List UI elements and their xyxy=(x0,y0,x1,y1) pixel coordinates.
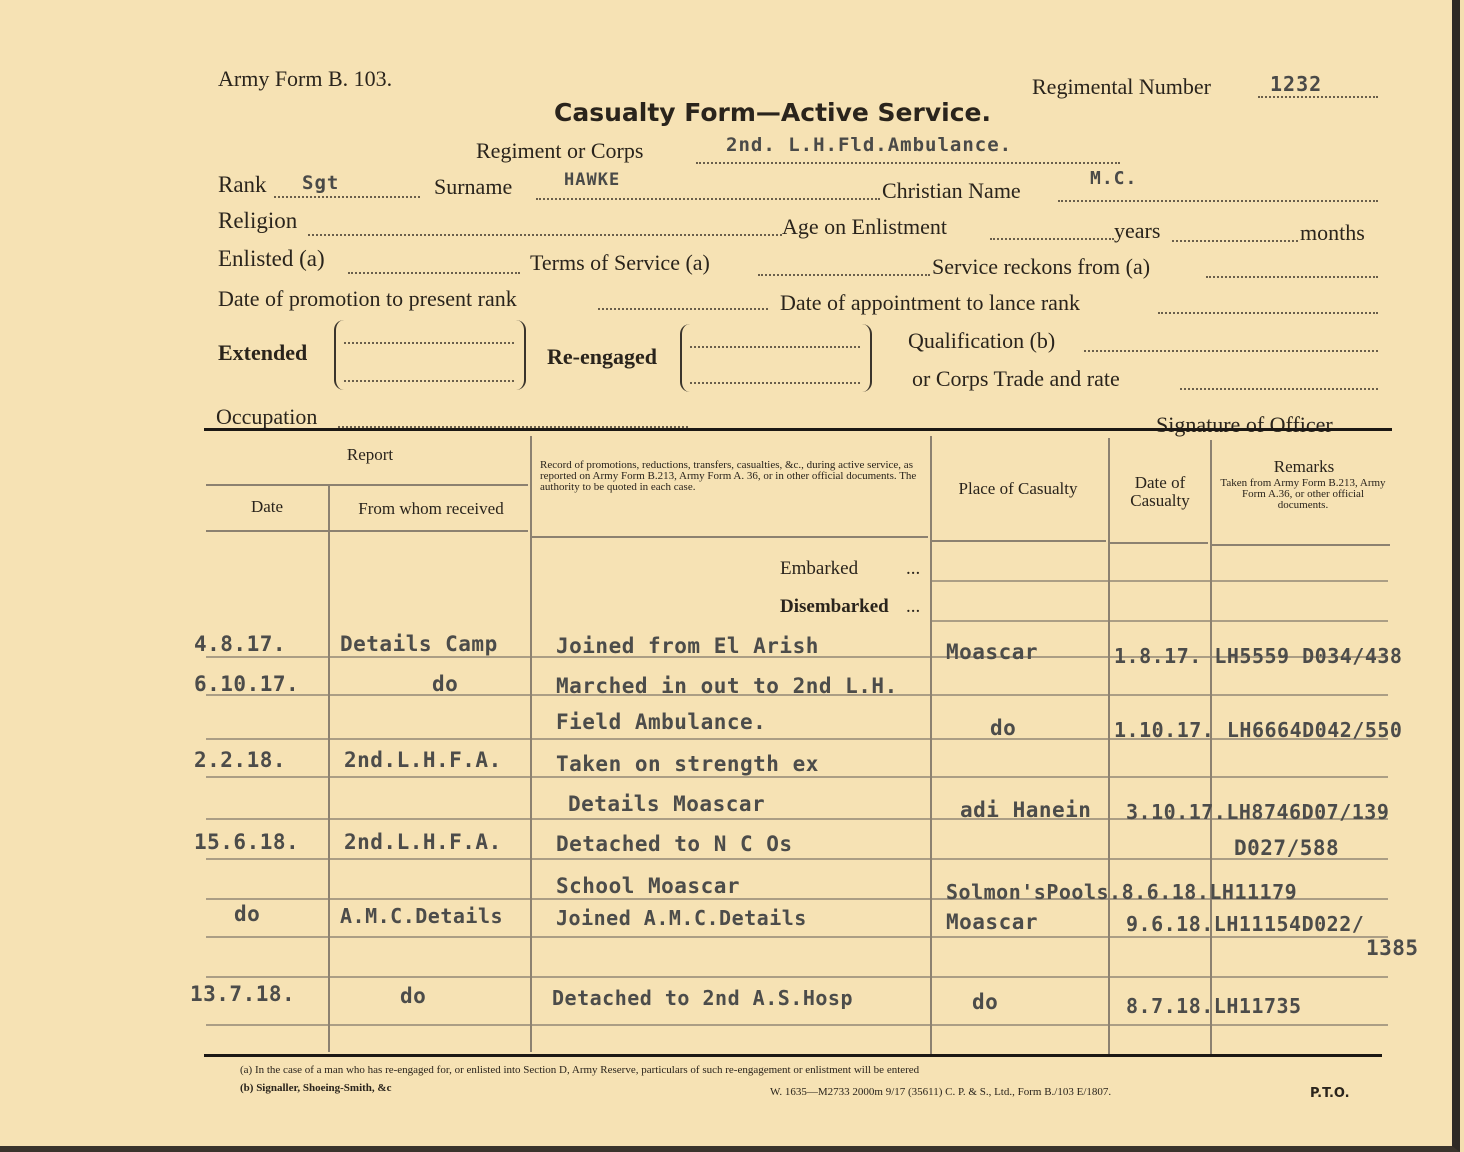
regimental-number-label: Regimental Number xyxy=(1032,74,1212,99)
religion-label: Religion xyxy=(218,208,298,233)
record-header: Record of promotions, reductions, transfers, casualties, &c., during active service, as reported on Army Form B.213, Army Form A. 36, or in other official documents. The authority to be quoted in each case. xyxy=(540,459,917,493)
reengaged-label: Re-engaged xyxy=(547,344,657,369)
row-8-remarks: 9.6.18.LH11154D022/ xyxy=(1126,912,1365,936)
date-casualty-header: Date of Casualty xyxy=(1130,473,1190,510)
promotion-label: Date of promotion to present rank xyxy=(218,286,517,311)
footnote-a: (a) In the case of a man who has re-engaged for, or enlisted into Section D, Army Reserve, particulars of such re-engagement or enlistment will be entered xyxy=(240,1064,920,1076)
row-1-record: Joined from El Arish xyxy=(556,634,819,658)
row-8-place: Moascar xyxy=(946,910,1039,934)
row-7-record: School Moascar xyxy=(556,874,741,898)
disembarked-label: Disembarked xyxy=(780,596,889,617)
row-6-record: Detached to N C Os xyxy=(556,832,793,856)
embarked-label: Embarked xyxy=(780,558,859,579)
remarks-subheader: Taken from Army Form B.213, Army Form A.36, or other official documents. xyxy=(1220,477,1386,511)
qualification-label: Qualification (b) xyxy=(908,328,1056,353)
row-4-date: 2.2.18. xyxy=(194,748,287,772)
row-2-from: do xyxy=(432,672,459,696)
row-8-date: do xyxy=(234,902,261,926)
row-3-place: do xyxy=(990,716,1017,740)
age-label: Age on Enlistment xyxy=(782,214,947,239)
row-5-remarks: 3.10.17.LH8746D07/139 xyxy=(1126,800,1390,824)
rank-label: Rank xyxy=(218,172,267,197)
terms-label: Terms of Service (a) xyxy=(530,250,710,275)
row-6-date: 15.6.18. xyxy=(194,830,300,854)
extended-label: Extended xyxy=(218,340,308,365)
row-2-record: Marched in out to 2nd L.H. xyxy=(556,674,898,698)
row-10-place: do xyxy=(972,990,999,1014)
printer-line: W. 1635—M2733 2000m 9/17 (35611) C. P. & S., Ltd., Form B./103 E/1807. xyxy=(770,1086,1112,1098)
row-10-from: do xyxy=(400,984,427,1008)
row-4-from: 2nd.L.H.F.A. xyxy=(344,748,502,772)
row-8-record: Joined A.M.C.Details xyxy=(556,906,807,930)
occupation-label: Occupation xyxy=(216,404,318,429)
months-label: months xyxy=(1300,220,1365,245)
remarks-header: Remarks xyxy=(1273,457,1335,476)
regiment-label: Regiment or Corps xyxy=(476,138,644,163)
row-1-from: Details Camp xyxy=(340,632,498,656)
years-label: years xyxy=(1114,218,1161,243)
regimental-number-value: 1232 xyxy=(1270,72,1323,96)
row-1-place: Moascar xyxy=(946,640,1039,664)
pto-label: P.T.O. xyxy=(1310,1086,1350,1101)
date-header: Date xyxy=(250,497,284,516)
row-5-record: Details Moascar xyxy=(568,792,766,816)
rank-value: Sgt xyxy=(302,172,340,194)
surname-label: Surname xyxy=(434,174,513,199)
row-3-remarks: 1.10.17. LH6664D042/550 xyxy=(1114,718,1403,742)
row-10-remarks: 8.7.18.LH11735 xyxy=(1126,994,1302,1018)
report-header: Report xyxy=(346,445,394,464)
reckons-label: Service reckons from (a) xyxy=(932,254,1151,279)
place-header: Place of Casualty xyxy=(958,479,1078,498)
row-6-remarks: D027/588 xyxy=(1234,836,1340,860)
row-4-record: Taken on strength ex xyxy=(556,752,819,776)
surname-value: HAWKE xyxy=(564,170,621,190)
row-1-remarks: 1.8.17. LH5559 D034/438 xyxy=(1114,644,1403,668)
form-id: Army Form B. 103. xyxy=(218,66,393,91)
row-10-date: 13.7.18. xyxy=(190,982,296,1006)
row-10-record: Detached to 2nd A.S.Hosp xyxy=(552,986,853,1010)
row-8-from: A.M.C.Details xyxy=(340,904,504,928)
signature-label: Signature of Officer xyxy=(1156,412,1333,437)
trade-label: or Corps Trade and rate xyxy=(912,366,1120,391)
christian-name-label: Christian Name xyxy=(882,178,1021,203)
row-2-date: 6.10.17. xyxy=(194,672,300,696)
row-9-remarks: 1385 xyxy=(1366,936,1419,960)
form-sheet: Army Form B. 103. Regimental Number 1232 Casualty Form—Active Service. Regiment or Corps 2nd. L.H.Fld.Ambulance. Rank Sgt Surname HAWKE Christian Name M.C. Religion Age on Enlistment years months Enlisted (a) Terms of Service (a) Service reckons from (a) Date of promotion to present rank Date of appointment to lance rank Extended Re-engaged Qualification (b) or Corps Trade and rate Occupation Signature of Officer Report Date From whom received Record of promotions, reductions, transfers, casualties, &c., during active service, as reported on Army Form B.213, Army Form A. 36, or in other official documents. The authority to be quoted in each case. Place of Casualty Date of Casualty Remarks Taken from Army Form B.213, Army Form A.36, or other official documents. Embarked ... Disembarked ... 4.8.17. Details Camp Joined from El Arish Moascar 1.8.17. LH5559 D034/438 6.10.17. do Marched in out to 2nd L.H. Field Ambulance. do 1.10.17. LH6664D042/550 2.2.18. 2nd.L.H.F.A. Taken on strength ex Details Moascar adi Hanein 3.10.17.LH8746D07/139 15.6.18. 2nd.L.H.F.A. Detached to N C Os D027/588 School Moascar Solmon'sPools.8.6.18.LH11179 do A.M.C.Details Joined A.M.C.Details Moascar 9.6.18.LH11154D022/ 1385 13.7.18. do Detached to 2nd A.S.Hosp do 8.7.18.LH11735 (a) In the case of a man who has re-engaged for, or enlisted into Section D, Army Reserve, particulars of such re-engagement or enlistment will be entered (b) Signaller, Shoeing-Smith, &c W. 1635—M2733 2000m 9/17 (35611) C. P. & S., Ltd., Form B./103 E/1807. P.T.O. xyxy=(0,0,1460,1152)
footnote-b: (b) Signaller, Shoeing-Smith, &c xyxy=(240,1082,392,1094)
appointment-label: Date of appointment to lance rank xyxy=(780,290,1080,315)
from-header: From whom received xyxy=(358,499,504,518)
row-1-date: 4.8.17. xyxy=(194,632,287,656)
row-3-record: Field Ambulance. xyxy=(556,710,767,734)
regiment-value: 2nd. L.H.Fld.Ambulance. xyxy=(726,134,1013,156)
form-title: Casualty Form—Active Service. xyxy=(554,98,991,127)
row-5-place: adi Hanein xyxy=(960,798,1092,822)
row-6-from: 2nd.L.H.F.A. xyxy=(344,830,502,854)
christian-name-value: M.C. xyxy=(1090,168,1138,189)
enlisted-label: Enlisted (a) xyxy=(218,246,325,271)
row-7-place: Solmon'sPools.8.6.18.LH11179 xyxy=(946,880,1298,904)
